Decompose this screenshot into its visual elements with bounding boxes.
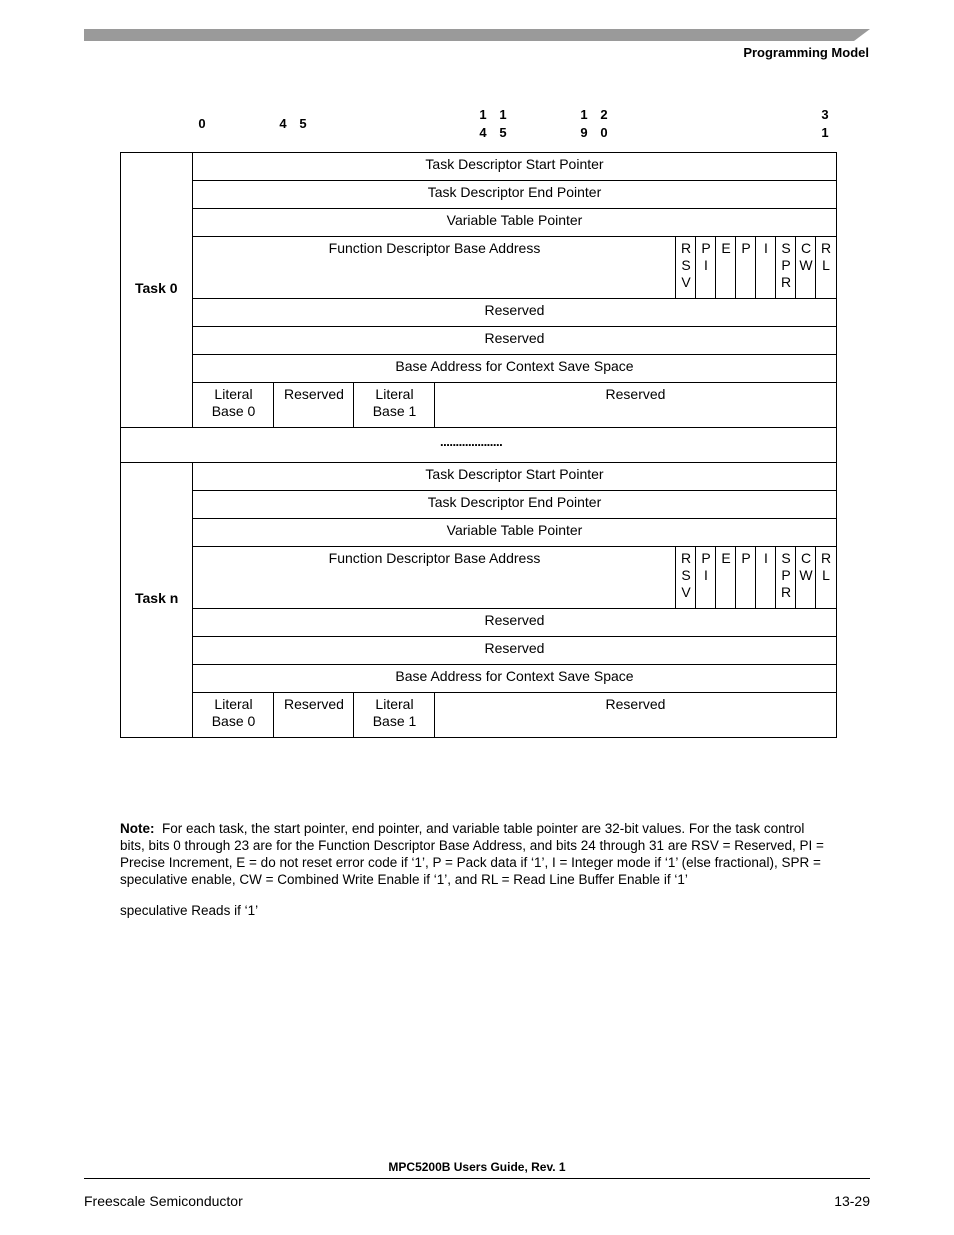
field-row: Base Address for Context Save Space <box>192 664 837 693</box>
last-row-field: Reserved <box>273 692 354 738</box>
note <box>120 820 832 888</box>
last-row-field: Literal Base 0 <box>192 692 274 738</box>
field-row: Task Descriptor Start Pointer <box>192 462 837 491</box>
control-bit: R S V <box>675 236 696 299</box>
bit-label-top: 2 <box>600 107 608 122</box>
bit-label-bottom: 4 <box>279 116 287 131</box>
page-header-title: Programming Model <box>743 45 869 60</box>
bit-label-top: 3 <box>821 107 829 122</box>
field-row: Reserved <box>192 636 837 665</box>
footer-guide-title: MPC5200B Users Guide, Rev. 1 <box>388 1160 566 1174</box>
field-row: Variable Table Pointer <box>192 518 837 547</box>
field-row: Base Address for Context Save Space <box>192 354 837 383</box>
task-label: Task n <box>135 589 179 606</box>
bit-label-top: 1 <box>580 107 588 122</box>
control-bit: P I <box>695 546 716 609</box>
field-row: Reserved <box>192 298 837 327</box>
control-bit: I <box>755 546 776 609</box>
last-row-field: Reserved <box>434 382 837 428</box>
note-text: For each task, the start pointer, end pointer, and variable table pointer are 32-bit values. For the task control bits, bits 0 through 23 are for the Function Descriptor Base Address, and bits 24 through 31 are RSV = Reserved, PI = Precise Increment, E = do not reset error code if ‘1’, P = Pack data if ‘1’, I = Integer mode if ‘1’ (else fractional), SPR = speculative enable, CW = Combined Write Enable if ‘1’, and RL = Read Line Buffer Enable if ‘1’ <box>120 821 824 887</box>
field-row: Task Descriptor End Pointer <box>192 490 837 519</box>
footer-page-number: 13-29 <box>834 1193 870 1209</box>
control-bit: R L <box>815 546 837 609</box>
last-row-field: Literal Base 0 <box>192 382 274 428</box>
bit-label-top: 1 <box>479 107 487 122</box>
field-row: Reserved <box>192 326 837 355</box>
bit-label-top: 1 <box>499 107 507 122</box>
control-bit: S P R <box>775 546 796 609</box>
separator-dots: .................... <box>440 434 503 449</box>
field-row: Variable Table Pointer <box>192 208 837 237</box>
bit-label-bottom: 0 <box>198 116 206 131</box>
bit-label-bottom: 5 <box>299 116 307 131</box>
field-row: Task Descriptor End Pointer <box>192 180 837 209</box>
task-label: Task 0 <box>135 279 178 296</box>
control-bit: E <box>715 546 736 609</box>
header-bar <box>84 29 870 41</box>
field-row: Task Descriptor Start Pointer <box>192 152 837 181</box>
note-continuation: speculative Reads if ‘1’ <box>120 903 259 918</box>
control-bit: R S V <box>675 546 696 609</box>
bit-label-bottom: 5 <box>499 125 507 140</box>
note-label: Note: <box>120 821 155 836</box>
last-row-field: Reserved <box>273 382 354 428</box>
control-bit: C W <box>795 546 816 609</box>
control-bit: I <box>755 236 776 299</box>
last-row-field: Literal Base 1 <box>353 382 435 428</box>
field-row: Reserved <box>192 608 837 637</box>
bit-label-bottom: 1 <box>821 125 829 140</box>
bit-label-bottom: 0 <box>600 125 608 140</box>
function-descriptor-base-address: Function Descriptor Base Address <box>192 546 676 609</box>
control-bit: E <box>715 236 736 299</box>
control-bit: P I <box>695 236 716 299</box>
control-bit: R L <box>815 236 837 299</box>
bit-label-bottom: 4 <box>479 125 487 140</box>
control-bit: S P R <box>775 236 796 299</box>
last-row-field: Reserved <box>434 692 837 738</box>
bit-label-bottom: 9 <box>580 125 588 140</box>
footer-rule <box>84 1178 870 1179</box>
footer-company: Freescale Semiconductor <box>84 1193 243 1209</box>
function-descriptor-base-address: Function Descriptor Base Address <box>192 236 676 299</box>
control-bit: P <box>735 546 756 609</box>
control-bit: C W <box>795 236 816 299</box>
control-bit: P <box>735 236 756 299</box>
last-row-field: Literal Base 1 <box>353 692 435 738</box>
